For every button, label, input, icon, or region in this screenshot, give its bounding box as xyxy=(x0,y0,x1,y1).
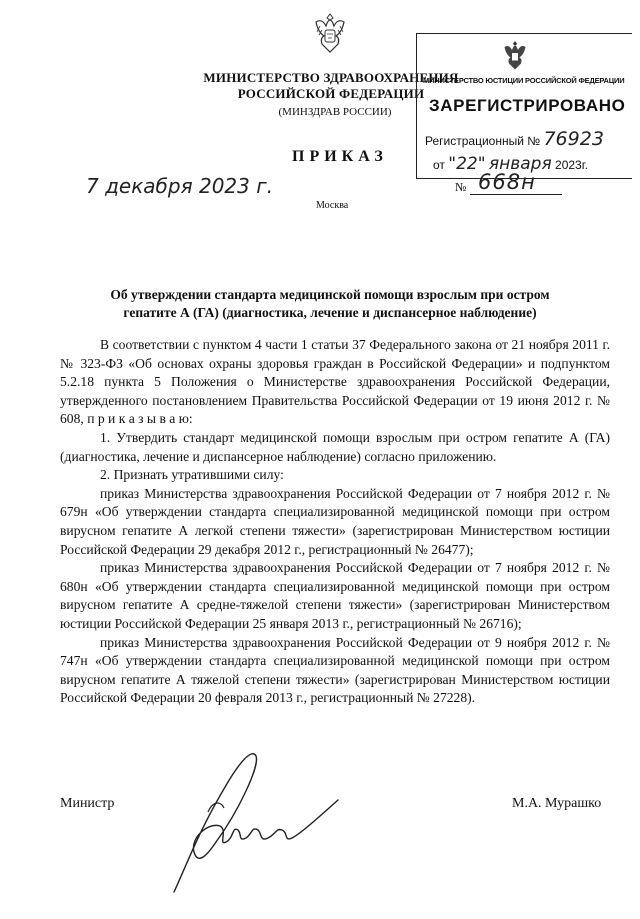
paragraph: 2. Признать утратившими силу: xyxy=(100,467,284,483)
order-number: 668н xyxy=(478,170,536,194)
stamp-registration-label: Регистрационный № xyxy=(425,134,541,148)
paragraph: приказ Министерства здравоохранения Российской Федерации от 7 ноября 2012 г. № 680н «Об утверждении стандарта специализированной медицинской помощи при остром вирусном гепатите А средне-тяжелой степени тяжести» (зарегистрирован Министерством юстиции Российской Федерации 25 января 2013 г., регистрационный № 26716); xyxy=(60,560,610,631)
stamp-title: ЗАРЕГИСТРИРОВАНО xyxy=(429,96,626,115)
paragraph: 1. Утвердить стандарт медицинской помощи взрослым при остром гепатите А (ГА) (диагностика, лечение и диспансерное наблюдение) согласно приложению. xyxy=(60,429,610,464)
ministry-short-name: (МИНЗДРАВ РОССИИ) xyxy=(278,106,392,118)
ministry-name-line1: МИНИСТЕРСТВО ЗДРАВООХРАНЕНИЯ xyxy=(203,70,459,85)
ministry-name-line2: РОССИЙСКОЙ ФЕДЕРАЦИИ xyxy=(237,86,425,101)
signer-role: Министр xyxy=(60,796,115,811)
stamp-date-year: 2023г. xyxy=(555,158,588,172)
document-title-line2: гепатите А (ГА) (диагностика, лечение и диспансерное наблюдение) xyxy=(123,305,537,320)
paragraph: приказ Министерства здравоохранения Российской Федерации от 7 ноября 2012 г. № 679н «Об утверждении стандарта специализированной медицинской помощи при остром вирусном гепатите А легкой степени тяжести» (зарегистрирован Министерством юстиции Российской Федерации 29 декабря 2012 г., регистрационный № 26477); xyxy=(60,485,610,557)
stamp-organization: МИНИСТЕРСТВО ЮСТИЦИИ РОССИЙСКОЙ ФЕДЕРАЦИИ xyxy=(423,76,625,85)
registration-stamp xyxy=(416,33,632,179)
stamp-registration-row xyxy=(425,128,604,150)
paragraph: приказ Министерства здравоохранения Российской Федерации от 9 ноября 2012 г. № 747н «Об утверждении стандарта специализированной медицинской помощи при остром вирусном гепатите А тяжелой степени тяжести» (зарегистрирован Министерством юстиции Российской Федерации 20 февраля 2013 г., регистрационный № 27228). xyxy=(60,634,610,706)
document-body xyxy=(60,336,610,708)
signer-name: М.А. Мурашко xyxy=(512,796,602,811)
document-title-line1: Об утверждении стандарта медицинской помощи взрослым при остром xyxy=(110,287,550,302)
order-number-prefix: № xyxy=(455,180,467,194)
order-date: 7 декабря 2023 г. xyxy=(86,174,274,198)
paragraph: В соответствии с пунктом 4 части 1 статьи 37 Федерального закона от 21 ноября 2011 г. № 323-ФЗ «Об основах охраны здоровья граждан в Российской Федерации» и подпунктом 5.2.18 пункта 5 Положения о Министерстве здравоохранения Российской Федерации, утвержденного постановлением Правительства Российской Федерации от 19 июня 2012 г. № 608, п р и к а з ы в а ю: xyxy=(60,337,610,427)
order-city: Москва xyxy=(316,200,349,211)
document-title xyxy=(60,286,600,322)
stamp-coat-of-arms-icon xyxy=(499,38,531,74)
order-number-underline xyxy=(470,194,562,195)
stamp-date-month: января xyxy=(488,154,552,174)
coat-of-arms-icon xyxy=(310,10,350,58)
stamp-registration-number: 76923 xyxy=(543,128,604,150)
signature-icon xyxy=(168,742,348,902)
stamp-date-prefix: от xyxy=(433,158,445,172)
stamp-date-day: "22" xyxy=(448,154,486,174)
order-heading: ПРИКАЗ xyxy=(292,148,388,165)
